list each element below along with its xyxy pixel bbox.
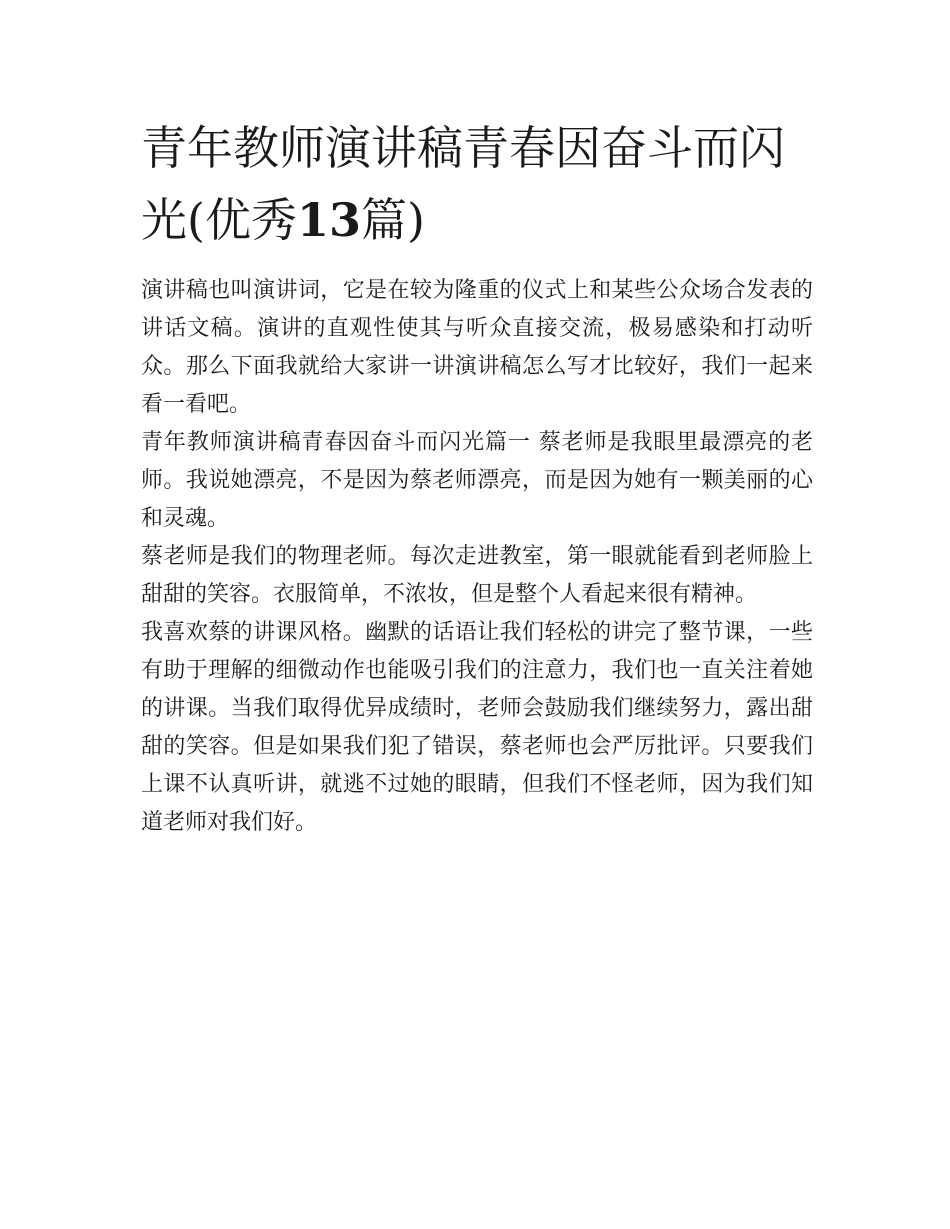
paragraph-list (141, 272, 813, 842)
title-number: 13 (296, 193, 361, 247)
title-text: 青年教师演讲稿青春因奋斗而闪光(优秀 (141, 121, 785, 247)
document-title (141, 112, 813, 256)
title-suffix: 篇) (360, 193, 425, 247)
paragraph-3: 我喜欢蔡的讲课风格。幽默的话语让我们轻松的讲完了整节课，一些有助于理解的细微动作也能吸引我们的注意力，我们也一直关注着她的讲课。当我们取得优异成绩时，老师会鼓励我们继续努力，露出甜甜的笑容。但是如果我们犯了错误，蔡老师也会严厉批评。只要我们上课不认真听讲，就逃不过她的眼睛，但我们不怪老师，因为我们知道老师对我们好。 (141, 620, 813, 835)
paragraph-2: 蔡老师是我们的物理老师。每次走进教室，第一眼就能看到老师脸上甜甜的笑容。衣服简单，不浓妆，但是整个人看起来很有精神。 (141, 544, 813, 607)
paragraph-1: 青年教师演讲稿青春因奋斗而闪光篇一 蔡老师是我眼里最漂亮的老师。我说她漂亮，不是因为蔡老师漂亮，而是因为她有一颗美丽的心和灵魂。 (141, 430, 813, 531)
paragraph-intro: 演讲稿也叫演讲词，它是在较为隆重的仪式上和某些公众场合发表的讲话文稿。演讲的直观性使其与听众直接交流，极易感染和打动听众。那么下面我就给大家讲一讲演讲稿怎么写才比较好，我们一起来看一看吧。 (141, 278, 813, 417)
document-body (141, 112, 813, 842)
